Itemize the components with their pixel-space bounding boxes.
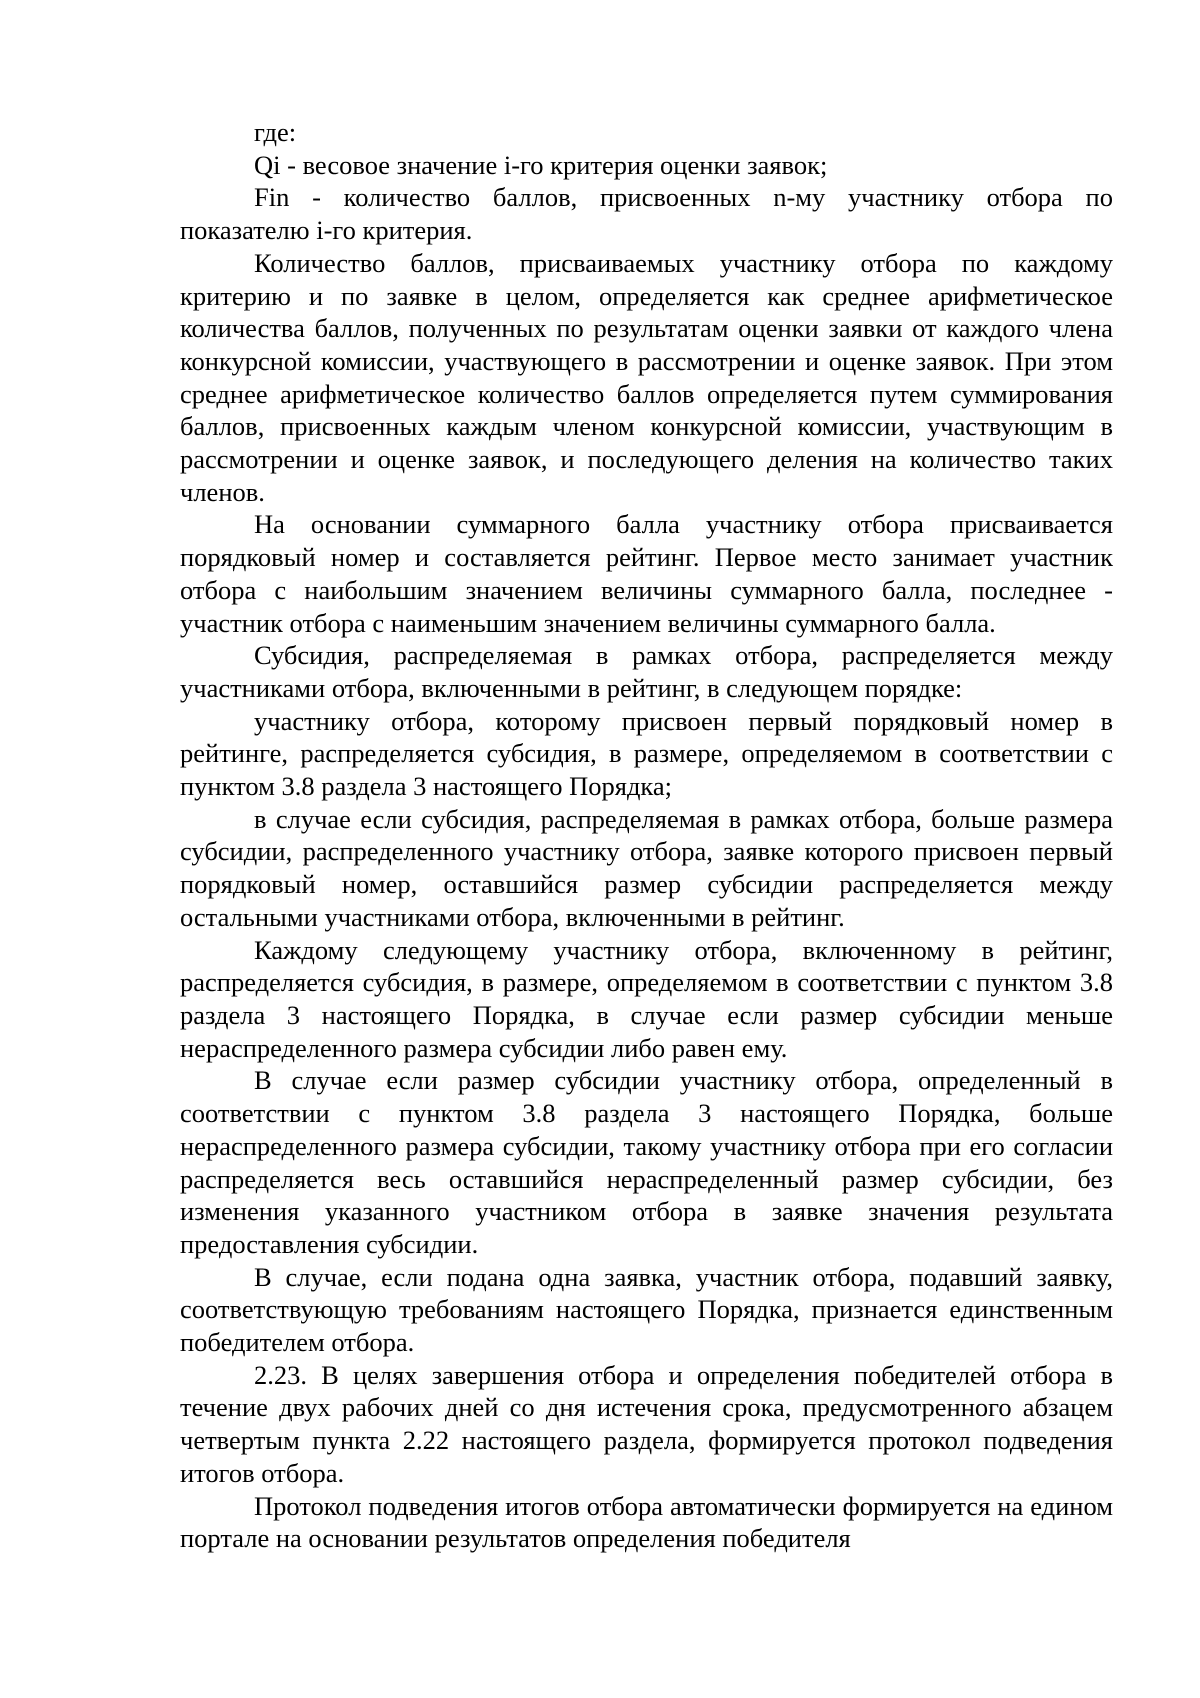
document-body xyxy=(180,116,1113,1555)
paragraph-2-23: 2.23. В целях завершения отбора и определения победителей отбора в течение двух рабочих дней со дня истечения срока, предусмотренного абзацем четвертым пункта 2.22 настоящего раздела, формируется протокол подведения итогов отбора. xyxy=(180,1359,1113,1488)
paragraph-protocol: Протокол подведения итогов отбора автоматически формируется на едином портале на основании результатов определения победителя xyxy=(180,1490,1113,1554)
paragraph-next-participant: Каждому следующему участнику отбора, включенному в рейтинг, распределяется субсидия, в размере, определяемом в соответствии с пунктом 3.8 раздела 3 настоящего Порядка, в случае если размер субсидии меньше нераспределенного размера субсидии либо равен ему. xyxy=(180,934,1113,1063)
paragraph-undistributed-subsidy: В случае если размер субсидии участнику отбора, определенный в соответствии с пунктом 3.8 раздела 3 настоящего Порядка, больше нераспределенного размера субсидии, такому участнику отбора при его согласии распределяется весь оставшийся нераспределенный размер субсидии, без изменения указанного участником отбора в заявке значения результата предоставления субсидии. xyxy=(180,1065,1113,1259)
paragraph-subsidy-distribution: Субсидия, распределяемая в рамках отбора, распределяется между участниками отбора, включенными в рейтинг, в следующем порядке: xyxy=(180,640,1113,703)
paragraph-score-calculation: Количество баллов, присваиваемых участнику отбора по каждому критерию и по заявке в целом, определяется как среднее арифметическое количества баллов, полученных по результатам оценки заявки от каждого члена конкурсной комиссии, участвующего в рассмотрении и оценке заявок. При этом среднее арифметическое количество баллов определяется путем суммирования баллов, присвоенных каждым членом конкурсной комиссии, участвующим в рассмотрении и оценке заявок, и последующего деления на количество таких членов. xyxy=(180,247,1113,507)
paragraph-fin-definition: Fin - количество баллов, присвоенных n-му участнику отбора по показателю i-го критерия. xyxy=(180,182,1113,246)
paragraph-where: где: xyxy=(254,117,297,147)
paragraph-remaining-subsidy: в случае если субсидия, распределяемая в рамках отбора, больше размера субсидии, распределенного участнику отбора, заявке которого присвоен первый порядковый номер, оставшийся размер субсидии распределяется между остальными участниками отбора, включенными в рейтинг. xyxy=(180,803,1113,932)
paragraph-rating: На основании суммарного балла участнику отбора присваивается порядковый номер и составляется рейтинг. Первое место занимает участник отбора с наибольшим значением величины суммарного балла, последнее - участник отбора с наименьшим значением величины суммарного балла. xyxy=(180,509,1113,638)
paragraph-single-application: В случае, если подана одна заявка, участник отбора, подавший заявку, соответствующую требованиям настоящего Порядка, признается единственным победителем отбора. xyxy=(180,1261,1113,1358)
paragraph-first-participant: участнику отбора, которому присвоен первый порядковый номер в рейтинге, распределяется субсидия, в размере, определяемом в соответствии с пунктом 3.8 раздела 3 настоящего Порядка; xyxy=(180,705,1113,802)
paragraph-qi-definition: Qi - весовое значение i-го критерия оценки заявок; xyxy=(254,149,828,180)
